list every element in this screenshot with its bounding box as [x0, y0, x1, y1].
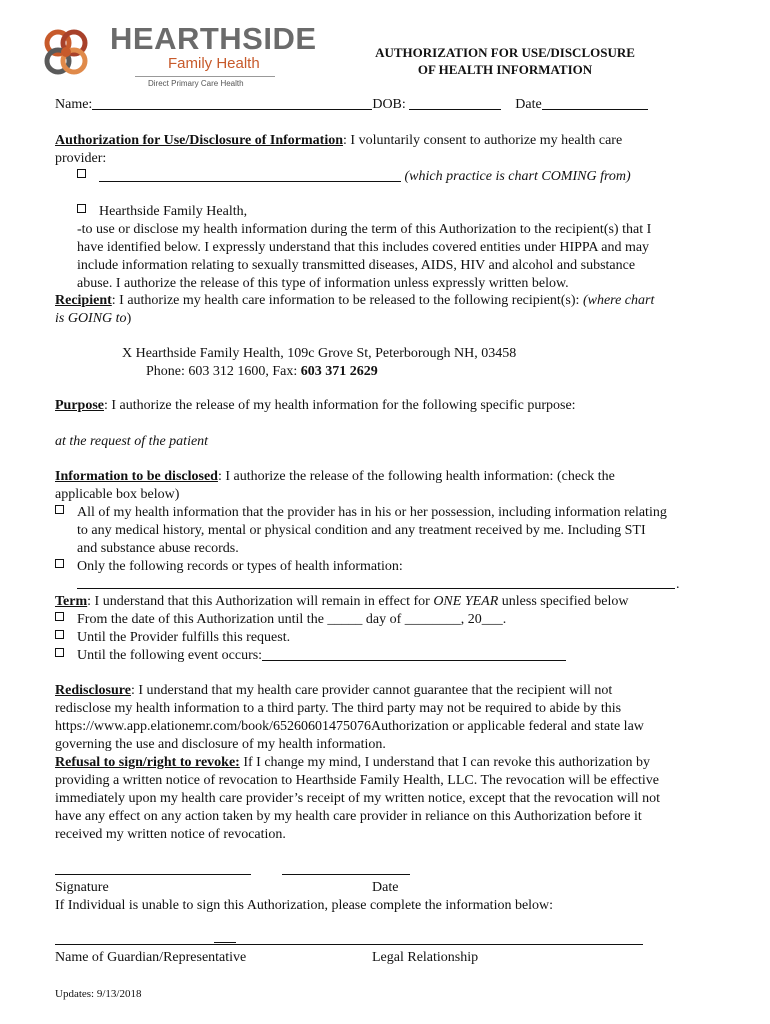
brand-subtitle: Family Health	[168, 55, 260, 72]
information-option1-line: to any medical history, mental or physical condition and any treatment received by me. Including STI	[77, 523, 646, 538]
information-text1: : I authorize the release of the following health information: (check the	[217, 469, 615, 484]
authorization-body-line: have identified below. I expressly understand that this includes covered entities under HIPPA and may	[77, 240, 650, 255]
information-option1	[55, 504, 667, 522]
guardian-field[interactable]	[55, 944, 643, 945]
authorization-option2	[77, 203, 247, 221]
authorization-text1: : I voluntarily consent to authorize my health care	[343, 133, 623, 148]
purpose-line	[55, 397, 576, 415]
name-label: Name:	[55, 97, 93, 112]
practice-from-checkbox[interactable]	[77, 169, 86, 178]
information-option1-line: All of my health information that the provider has in his or her possession, including information relating	[77, 505, 667, 520]
information-heading: Information to be disclosed	[55, 469, 218, 484]
recipient-phone-line	[146, 363, 378, 381]
purpose-value[interactable]: at the request of the patient	[55, 434, 209, 449]
term-option3	[55, 647, 566, 665]
redisclosure-text: : I understand that my health care provider cannot guarantee that the recipient will not	[130, 683, 613, 698]
relationship-label: Legal Relationship	[372, 950, 479, 965]
information-option1-line: and substance abuse records.	[77, 541, 239, 556]
name-field[interactable]	[92, 96, 372, 110]
authorization-heading: Authorization for Use/Disclosure of Information	[55, 133, 344, 148]
refusal-heading: Refusal to sign/right to revoke:	[55, 755, 240, 770]
brand-tagline: Direct Primary Care Health	[148, 79, 244, 88]
term-heading: Term	[55, 594, 88, 609]
refusal-line1	[55, 754, 650, 772]
term-text: : I understand that this Authorization will remain in effect for	[87, 594, 434, 609]
information-line1	[55, 468, 615, 486]
practice-from-field[interactable]	[99, 168, 401, 182]
recipient-phone: Phone: 603 312 1600, Fax:	[146, 364, 301, 379]
updated-date: Updates: 9/13/2018	[55, 988, 142, 1000]
term-line	[55, 593, 629, 611]
information-text2: applicable box below)	[55, 487, 180, 502]
practice-from-note: (which practice is chart COMING from)	[404, 169, 631, 184]
all-information-checkbox[interactable]	[55, 505, 64, 514]
patient-info-row	[55, 96, 648, 114]
term-option1-label: From the date of this Authorization until the _____ day of ________, 20___.	[77, 612, 507, 627]
guardian-field-mark	[214, 942, 236, 943]
recipient-address: X Hearthside Family Health, 109c Grove St, Peterborough NH, 03458	[122, 346, 517, 361]
term-fulfill-checkbox[interactable]	[55, 630, 64, 639]
form-title-line1: AUTHORIZATION FOR USE/DISCLOSURE	[375, 45, 635, 60]
term-option1	[55, 611, 506, 629]
brand-divider	[135, 76, 275, 77]
purpose-text: : I authorize the release of my health information for the following specific purpose:	[104, 398, 576, 413]
specific-records-period: .	[676, 577, 680, 592]
term-event-checkbox[interactable]	[55, 648, 64, 657]
hearthside-checkbox[interactable]	[77, 204, 86, 213]
hearthside-option-label: Hearthside Family Health,	[99, 204, 248, 219]
brand-name: HEARTHSIDE	[110, 21, 317, 56]
redisclosure-line1	[55, 682, 612, 700]
term-event-field[interactable]	[262, 647, 566, 661]
authorization-line1	[55, 132, 622, 150]
term-date-checkbox[interactable]	[55, 612, 64, 621]
refusal-line: received my written notice of revocation.	[55, 827, 286, 842]
recipient-text: : I authorize my health care information to be released to the following recipient(s):	[111, 293, 583, 308]
recipient-fax: 603 371 2629	[300, 364, 378, 379]
term-option3-label: Until the following event occurs:	[77, 648, 263, 663]
specific-records-checkbox[interactable]	[55, 559, 64, 568]
signature-label: Signature	[55, 880, 109, 895]
hearthside-logo	[38, 21, 317, 88]
authorization-body-line: abuse. I authorize the release of this type of information unless expressly written below.	[77, 276, 569, 291]
signature-date-label: Date	[372, 880, 399, 895]
unable-to-sign-text: If Individual is unable to sign this Authorization, please complete the information below:	[55, 898, 554, 913]
date-label: Date	[515, 97, 542, 112]
authorization-body-line: include information relating to sexually transmitted diseases, AIDS, HIV and alcohol and substance	[77, 258, 636, 273]
signature-date-field[interactable]	[282, 874, 410, 875]
redisclosure-line: governing the use and disclosure of my health information.	[55, 737, 386, 752]
redisclosure-line: redisclose my health information to a third party. The third party may not be required to abide by this	[55, 701, 622, 716]
recipient-heading: Recipient	[55, 293, 112, 308]
term-text-end: unless specified below	[498, 594, 629, 609]
information-option2-label: Only the following records or types of health information:	[77, 559, 403, 574]
recipient-note2-end: )	[126, 311, 132, 326]
specific-records-field[interactable]	[77, 588, 675, 589]
refusal-line: have any effect on any action taken by my health care provider in reliance on this Authorization before it	[55, 809, 642, 824]
signature-field[interactable]	[55, 874, 251, 875]
purpose-heading: Purpose	[55, 398, 104, 413]
refusal-text: If I change my mind, I understand that I can revoke this authorization by	[239, 755, 650, 770]
authorization-option1	[77, 168, 631, 186]
refusal-line: providing a written notice of revocation to Hearthside Family Health, LLC. The revocation will be effective	[55, 773, 660, 788]
dob-field[interactable]	[409, 96, 501, 110]
recipient-line2	[55, 310, 131, 328]
information-option2	[55, 558, 403, 576]
refusal-line: immediately upon my health care provider’s receipt of my written notice, except that the revocation will not	[55, 791, 661, 806]
recipient-note1: (where chart	[582, 293, 655, 308]
redisclosure-line: https://www.app.elationemr.com/book/65260601475076Authorization or applicable federal and state law	[55, 719, 644, 734]
recipient-note2: is GOING to	[55, 311, 127, 326]
authorization-text2: provider:	[55, 151, 107, 166]
date-field[interactable]	[542, 96, 648, 110]
term-option2-label: Until the Provider fulfills this request.	[77, 630, 291, 645]
form-title-line2: OF HEALTH INFORMATION	[417, 62, 593, 77]
term-emphasis: ONE YEAR	[433, 594, 499, 609]
form-title	[340, 44, 670, 78]
dob-label: DOB:	[372, 97, 406, 112]
recipient-line1	[55, 292, 654, 310]
authorization-body-line: -to use or disclose my health information during the term of this Authorization to the recipient(s) that I	[77, 222, 652, 237]
term-option2	[55, 629, 290, 647]
guardian-label: Name of Guardian/Representative	[55, 950, 247, 965]
hearthside-knot-logo-icon	[38, 25, 94, 81]
redisclosure-heading: Redisclosure	[55, 683, 131, 698]
